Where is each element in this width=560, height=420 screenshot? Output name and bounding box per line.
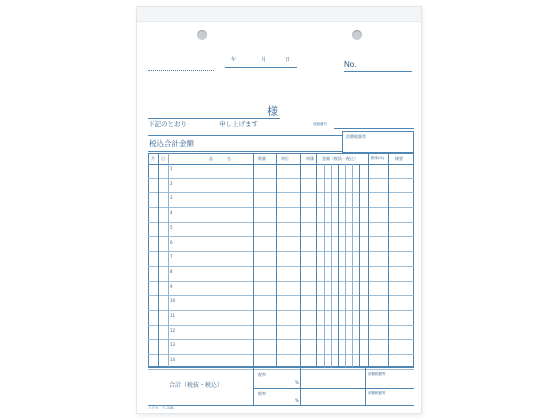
- intro-left-text: 下記のとおり: [148, 120, 187, 128]
- table-row: [148, 238, 414, 253]
- table-row: [148, 179, 414, 194]
- tax-category-label: 消費税額等: [346, 134, 366, 139]
- recipient-underline: [148, 118, 280, 119]
- table-row: [148, 208, 414, 223]
- row-number: 14: [170, 357, 176, 363]
- amount-digit-line: [359, 164, 360, 367]
- table-row: [148, 326, 414, 341]
- date-year-label: 年: [231, 57, 237, 63]
- col-divider-day: [168, 153, 169, 367]
- row-number: 8: [170, 268, 173, 274]
- table-row: [148, 311, 414, 326]
- date-day-label: 日: [285, 57, 291, 63]
- amount-digit-line: [331, 164, 332, 367]
- tax-category-box: [342, 131, 414, 153]
- header-qty: 数量: [258, 156, 266, 161]
- punch-hole-right: [352, 30, 362, 40]
- top-strip: [137, 7, 421, 22]
- date-month-label: 月: [261, 57, 267, 63]
- row-number: 3: [170, 195, 173, 201]
- table-row: [148, 296, 414, 311]
- table-row: [148, 282, 414, 297]
- row-number: 7: [170, 254, 173, 260]
- col-divider-amount: [368, 153, 369, 367]
- footer-percent-2: %: [295, 398, 299, 403]
- table-row: [148, 193, 414, 208]
- row-number: 11: [170, 313, 176, 318]
- total-bottom-line: [148, 151, 342, 152]
- amount-digit-line: [345, 164, 346, 367]
- amount-digit-line: [338, 164, 339, 367]
- amount-digit-line: [324, 164, 325, 367]
- punch-hole-left: [197, 30, 207, 40]
- row-number: 6: [170, 239, 173, 245]
- row-number: 9: [170, 283, 173, 289]
- col-divider-qty: [276, 153, 277, 367]
- row-number: 4: [170, 210, 173, 216]
- footer-divider-tax: [365, 367, 366, 405]
- table-row: [148, 223, 414, 238]
- header-item-2: 名: [227, 156, 231, 161]
- honorific-label: 様: [267, 105, 278, 118]
- no-underline: [344, 71, 412, 72]
- header-month: 月: [151, 156, 155, 161]
- header-item: 品: [209, 156, 213, 161]
- row-number: 12: [170, 327, 176, 333]
- form-sheet: [137, 7, 421, 413]
- total-amount-label: 税込合計金額: [149, 139, 194, 148]
- table-row: [148, 252, 414, 267]
- recipient-code-line: [148, 70, 214, 71]
- col-divider-month: [158, 153, 159, 367]
- row-number: 1: [170, 166, 173, 171]
- header-day: 日: [161, 156, 165, 161]
- amount-digit-line: [352, 164, 353, 367]
- footer-total-label: 合計（税抜・税込）: [169, 382, 224, 389]
- header-unit: 単位: [281, 156, 289, 161]
- col-divider-unit: [300, 153, 301, 367]
- footer-mid-line: [253, 388, 414, 389]
- row-number: 2: [170, 180, 173, 186]
- registration-no-label: 登録番号: [313, 122, 327, 126]
- header-tax-rate: 税率(%): [371, 156, 385, 160]
- table-row: [148, 164, 414, 179]
- header-remarks: 摘要: [395, 156, 403, 161]
- footer-divider-right: [300, 367, 301, 405]
- date-underline: [225, 67, 297, 68]
- col-divider-tax-rate: [388, 153, 389, 367]
- footer-bottom-line: [148, 405, 414, 406]
- table-row: [148, 267, 414, 282]
- footer-tax-amount-1: 消費税額等: [368, 372, 386, 376]
- registration-underline: [334, 128, 414, 129]
- row-number: 5: [170, 224, 173, 230]
- row-number: 10: [170, 298, 176, 304]
- col-divider-price: [316, 153, 317, 367]
- footer-tax-amount-2: 消費税額等: [368, 391, 386, 395]
- footer-tax-rate-2: 税率: [258, 391, 266, 396]
- footer-tax-rate-1: 税率: [258, 372, 266, 377]
- header-price: 単価: [306, 156, 314, 161]
- row-number: 13: [170, 342, 176, 348]
- col-divider-item: [253, 153, 254, 367]
- no-label: No.: [344, 60, 357, 69]
- footer-percent-1: %: [295, 380, 299, 385]
- footer-divider-left: [253, 367, 254, 405]
- table-row: [148, 340, 414, 355]
- footer-top-line: [148, 367, 414, 368]
- total-top-line: [148, 135, 342, 136]
- maker-code: コクヨ ウ-316: [148, 406, 174, 410]
- header-amount: 金額（税抜・税込）: [322, 156, 358, 161]
- intro-right-text: 申し上げます: [219, 120, 258, 128]
